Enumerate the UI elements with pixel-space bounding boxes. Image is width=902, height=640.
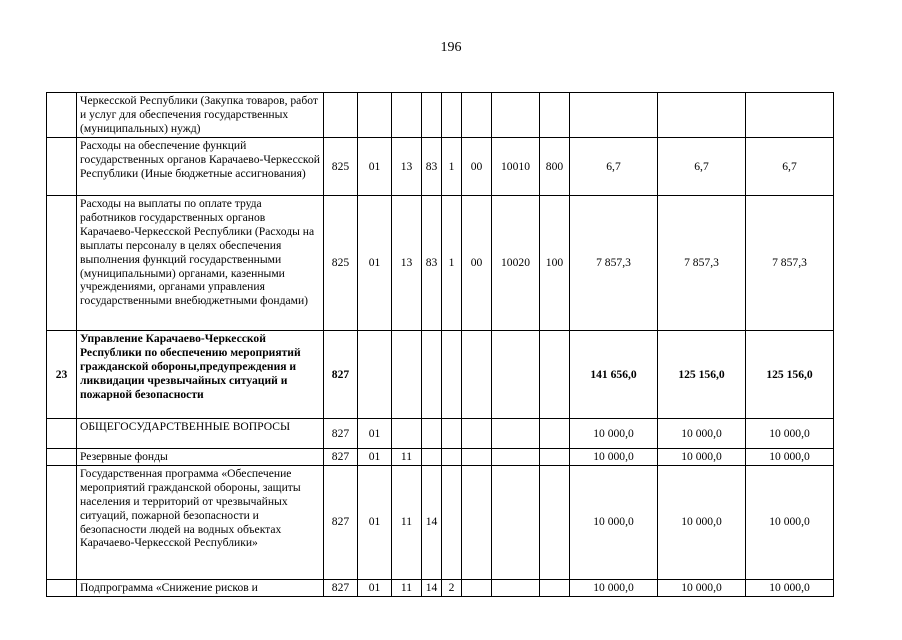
code-cell	[492, 449, 540, 466]
code-cell: 2	[442, 579, 462, 596]
code-cell: 01	[358, 419, 392, 449]
amount-cell: 7 857,3	[658, 196, 746, 331]
code-cell: 827	[324, 449, 358, 466]
code-cell: 83	[422, 196, 442, 331]
amount-cell: 10 000,0	[746, 419, 834, 449]
code-cell: 01	[358, 138, 392, 196]
table-row	[47, 579, 834, 596]
amount-cell: 6,7	[746, 138, 834, 196]
row-number-cell	[47, 449, 77, 466]
code-cell: 14	[422, 465, 442, 579]
code-cell: 10010	[492, 138, 540, 196]
description-cell: ОБЩЕГОСУДАРСТВЕННЫЕ ВОПРОСЫ	[77, 419, 324, 449]
code-cell: 00	[462, 138, 492, 196]
code-cell: 83	[422, 138, 442, 196]
amount-cell: 125 156,0	[658, 331, 746, 419]
code-cell	[442, 449, 462, 466]
code-cell: 01	[358, 196, 392, 331]
amount-cell: 10 000,0	[658, 419, 746, 449]
code-cell	[442, 331, 462, 419]
amount-cell: 10 000,0	[570, 579, 658, 596]
code-cell	[540, 419, 570, 449]
code-cell: 825	[324, 196, 358, 331]
budget-table	[46, 92, 834, 597]
description-cell: Расходы на обеспечение функций государственных органов Карачаево-Черкесской Республики (Иные бюджетные ассигнования)	[77, 138, 324, 196]
table-row	[47, 138, 834, 196]
code-cell	[324, 93, 358, 138]
code-cell: 13	[392, 196, 422, 331]
table-row	[47, 93, 834, 138]
code-cell	[492, 419, 540, 449]
code-cell	[462, 579, 492, 596]
code-cell: 100	[540, 196, 570, 331]
code-cell: 14	[422, 579, 442, 596]
code-cell	[492, 93, 540, 138]
code-cell	[422, 93, 442, 138]
amount-cell: 10 000,0	[658, 579, 746, 596]
description-cell: Подпрограмма «Снижение рисков и	[77, 579, 324, 596]
code-cell: 01	[358, 449, 392, 466]
description-cell: Расходы на выплаты по оплате труда работников государственных органов Карачаево-Черкесской Республики (Расходы на выплаты персоналу в целях обеспечения выполнения функций государственными (муниципальными) органами, казенными учреждениями, органами управления государственными внебюджетными фондами)	[77, 196, 324, 331]
code-cell	[540, 465, 570, 579]
code-cell	[392, 331, 422, 419]
code-cell: 800	[540, 138, 570, 196]
amount-cell: 7 857,3	[570, 196, 658, 331]
row-number-cell	[47, 465, 77, 579]
code-cell	[462, 331, 492, 419]
description-cell: Резервные фонды	[77, 449, 324, 466]
code-cell: 00	[462, 196, 492, 331]
amount-cell: 10 000,0	[746, 449, 834, 466]
code-cell	[492, 331, 540, 419]
amount-cell: 10 000,0	[658, 449, 746, 466]
code-cell: 1	[442, 138, 462, 196]
code-cell: 11	[392, 465, 422, 579]
amount-cell: 141 656,0	[570, 331, 658, 419]
code-cell	[392, 93, 422, 138]
description-cell: Государственная программа «Обеспечение мероприятий гражданской обороны, защиты населения и территорий от чрезвычайных ситуаций, пожарной безопасности и безопасности людей на водных объектах Карачаево-Черкесской Республики»	[77, 465, 324, 579]
amount-cell: 10 000,0	[658, 465, 746, 579]
code-cell	[422, 419, 442, 449]
code-cell	[462, 465, 492, 579]
amount-cell	[570, 93, 658, 138]
code-cell	[422, 331, 442, 419]
code-cell: 825	[324, 138, 358, 196]
amount-cell: 10 000,0	[570, 449, 658, 466]
code-cell	[540, 449, 570, 466]
code-cell: 01	[358, 579, 392, 596]
description-cell: Управление Карачаево-Черкесской Республики по обеспечению мероприятий гражданской обороны,предупреждения и ликвидации чрезвычайных ситуаций и пожарной безопасности	[77, 331, 324, 419]
code-cell: 10020	[492, 196, 540, 331]
code-cell: 827	[324, 331, 358, 419]
code-cell	[462, 449, 492, 466]
row-number-cell: 23	[47, 331, 77, 419]
amount-cell: 6,7	[658, 138, 746, 196]
code-cell: 13	[392, 138, 422, 196]
code-cell: 827	[324, 579, 358, 596]
row-number-cell	[47, 93, 77, 138]
table-row	[47, 196, 834, 331]
table-row	[47, 465, 834, 579]
amount-cell: 6,7	[570, 138, 658, 196]
code-cell	[442, 93, 462, 138]
code-cell	[358, 93, 392, 138]
code-cell: 1	[442, 196, 462, 331]
code-cell	[492, 465, 540, 579]
table-row	[47, 419, 834, 449]
code-cell: 11	[392, 579, 422, 596]
description-cell: Черкесской Республики (Закупка товаров, работ и услуг для обеспечения государственных (муниципальных) нужд)	[77, 93, 324, 138]
row-number-cell	[47, 196, 77, 331]
code-cell	[492, 579, 540, 596]
amount-cell: 10 000,0	[746, 465, 834, 579]
amount-cell	[746, 93, 834, 138]
row-number-cell	[47, 419, 77, 449]
code-cell	[358, 331, 392, 419]
amount-cell: 7 857,3	[746, 196, 834, 331]
amount-cell: 125 156,0	[746, 331, 834, 419]
table-row	[47, 331, 834, 419]
amount-cell: 10 000,0	[570, 419, 658, 449]
code-cell	[540, 579, 570, 596]
code-cell: 827	[324, 465, 358, 579]
code-cell	[392, 419, 422, 449]
code-cell	[462, 93, 492, 138]
amount-cell	[658, 93, 746, 138]
code-cell	[540, 331, 570, 419]
code-cell	[462, 419, 492, 449]
code-cell	[422, 449, 442, 466]
code-cell: 11	[392, 449, 422, 466]
code-cell	[442, 465, 462, 579]
row-number-cell	[47, 138, 77, 196]
amount-cell: 10 000,0	[570, 465, 658, 579]
code-cell	[442, 419, 462, 449]
code-cell	[540, 93, 570, 138]
row-number-cell	[47, 579, 77, 596]
amount-cell: 10 000,0	[746, 579, 834, 596]
code-cell: 827	[324, 419, 358, 449]
code-cell: 01	[358, 465, 392, 579]
page-number: 196	[440, 40, 462, 55]
table-row	[47, 449, 834, 466]
